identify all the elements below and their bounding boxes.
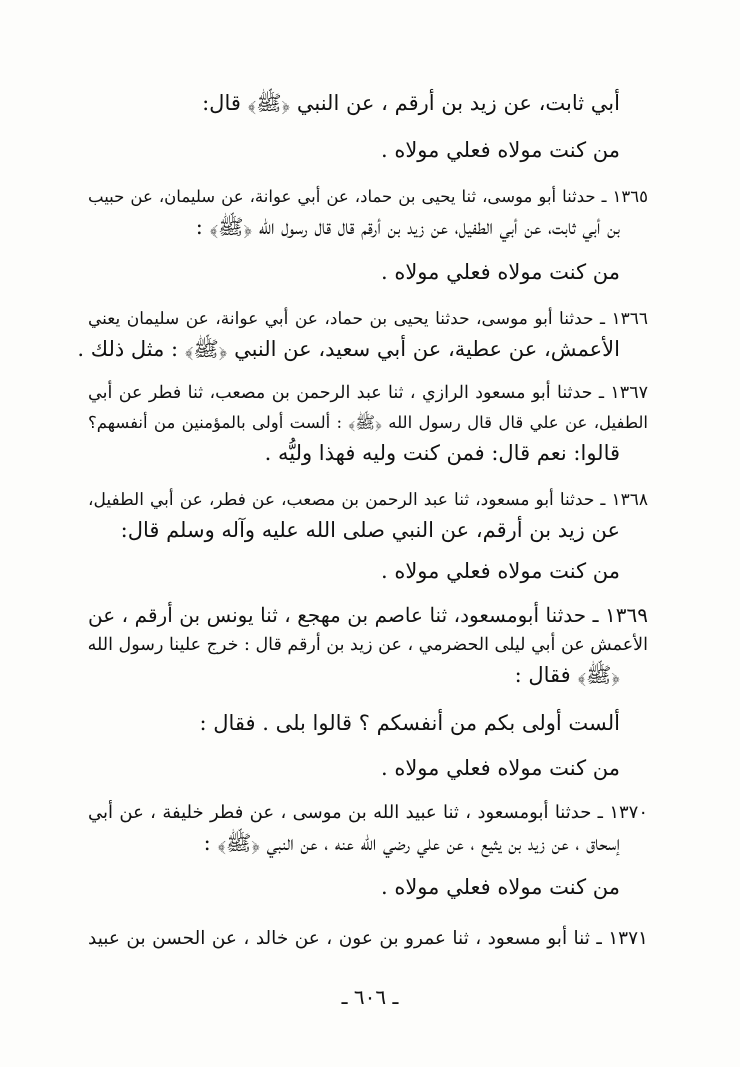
text-line: الأعمش عن أبي ليلى الحضرمي ، عن زيد بن أرقم قال : خرج علينا رسول الله [87,635,648,655]
text-line: ١٣٦٧ ـ حدثنا أبو مسعود الرازي ، ثنا عبد الرحمن بن مصعب، ثنا فطر عن أبي [88,383,648,403]
text-line: إسحاق ، عن زيد بن يثيع ، عن علي رضي الله عنه ، عن النبي ﴿ﷺ﴾ : [203,831,620,855]
text-line: قالوا: نعم قال: فمن كنت وليه فهذا وليُّه . [264,441,620,465]
text-line: من كنت مولاه فعلي مولاه . [380,260,620,284]
text-line: ١٣٧١ ـ ثنا أبو مسعود ، ثنا عمرو بن عون ، عن خالد ، عن الحسن بن عبيد [88,928,648,949]
text-line: عن زيد بن أرقم، عن النبي صلى الله عليه وآله وسلم قال: [120,518,620,542]
text-line: ١٣٦٦ ـ حدثنا أبو موسى، حدثنا يحيى بن حماد، عن أبي عوانة، عن سليمان يعني [88,309,648,329]
text-line: من كنت مولاه فعلي مولاه . [380,875,620,899]
text-line: بن أبي ثابت، عن أبي الطفيل، عن زيد بن أرقم قال قال رسول الله ﴿ﷺ﴾ : [195,215,620,239]
text-line: ١٣٦٨ ـ حدثنا أبو مسعود، ثنا عبد الرحمن بن مصعب، عن فطر، عن أبي الطفيل، [88,490,648,510]
text-line: ﴿ﷺ﴾ فقال : [514,663,620,687]
text-line: الطفيل، عن علي قال قال رسول الله ﴿ﷺ﴾ : ألست أولى بالمؤمنين من أنفسهم؟ [88,413,648,432]
text-line: ١٣٦٥ ـ حدثنا أبو موسى، ثنا يحيى بن حماد، عن أبي عوانة، عن سليمان، عن حبيب [88,187,648,206]
text-line: الأعمش، عن عطية، عن أبي سعيد، عن النبي ﴿ﷺ﴾ : مثل ذلك . [77,337,620,361]
text-line: أبي ثابت، عن زيد بن أرقم ، عن النبي ﴿ﷺ﴾ قال: [202,91,620,115]
text-line: من كنت مولاه فعلي مولاه . [380,138,620,162]
page-number: ـ ٦٠٦ ـ [341,985,399,1009]
text-line: من كنت مولاه فعلي مولاه . [380,559,620,583]
text-line: من كنت مولاه فعلي مولاه . [380,756,620,780]
text-line: ألست أولى بكم من أنفسكم ؟ قالوا بلى . فقال : [199,711,620,735]
text-line: ١٣٦٩ ـ حدثنا أبومسعود، ثنا عاصم بن مهجع ، ثنا يونس بن أرقم ، عن [88,603,648,627]
text-line: ١٣٧٠ ـ حدثنا أبومسعود ، ثنا عبيد الله بن موسى ، عن فطر خليفة ، عن أبي [88,802,648,823]
